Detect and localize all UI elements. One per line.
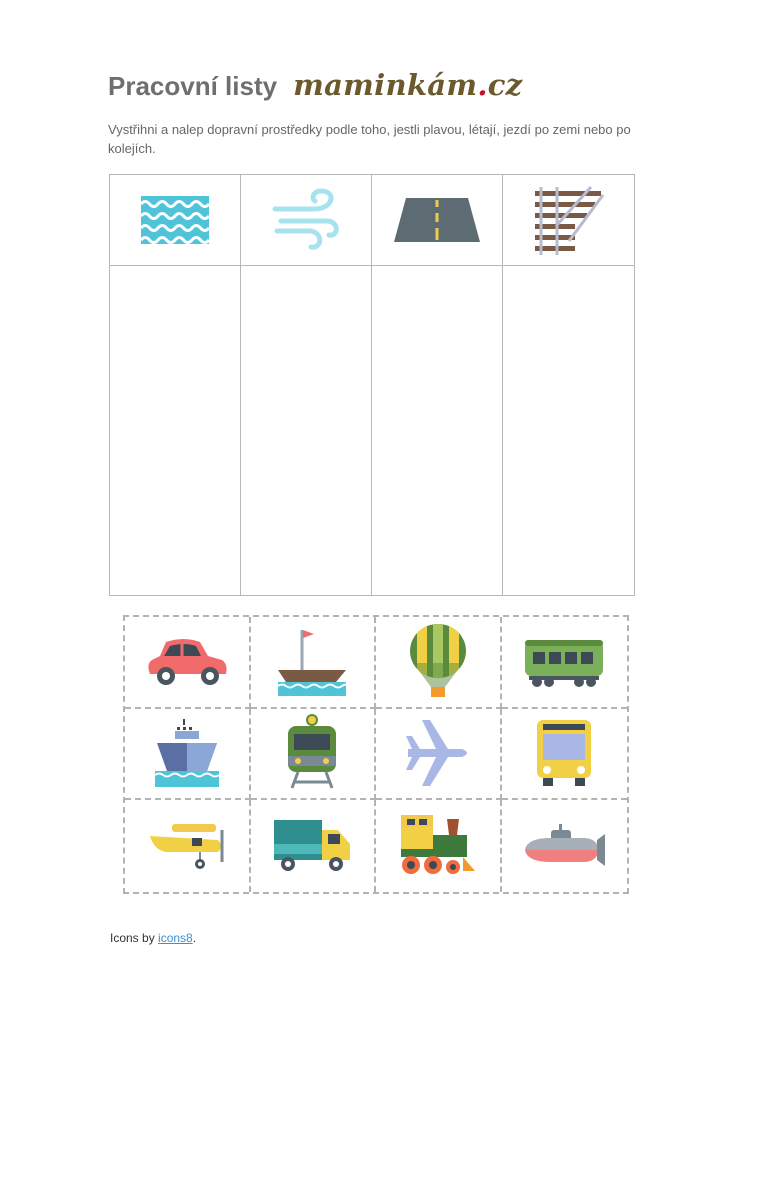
cutout-truck[interactable] bbox=[251, 800, 377, 892]
air-category-header bbox=[241, 175, 372, 266]
railway-tracks-icon bbox=[533, 185, 605, 255]
cutout-bus[interactable] bbox=[502, 709, 628, 801]
hot-air-balloon-icon bbox=[407, 623, 469, 701]
instructions-text: Vystřihni a nalep dopravní prostředky podle toho, jestli plavou, létají, jezdí po zemi nebo po kolejích. bbox=[108, 122, 631, 156]
cutout-submarine[interactable] bbox=[502, 800, 628, 892]
cutout-sailboat[interactable] bbox=[251, 617, 377, 709]
brand-logo bbox=[293, 68, 522, 102]
title-text: Pracovní listy bbox=[108, 71, 278, 101]
rail-column-dropzone[interactable] bbox=[503, 266, 634, 595]
sailboat-icon bbox=[276, 626, 348, 698]
wind-icon bbox=[271, 187, 341, 253]
credit-suffix: . bbox=[192, 931, 197, 945]
icons-credit bbox=[110, 931, 196, 945]
cutout-propeller-plane[interactable] bbox=[125, 800, 251, 892]
truck-icon bbox=[272, 814, 352, 878]
road-column-dropzone[interactable] bbox=[372, 266, 503, 595]
cutout-tram[interactable] bbox=[251, 709, 377, 801]
bus-icon bbox=[533, 716, 595, 790]
cutout-wagon[interactable] bbox=[502, 617, 628, 709]
cutout-locomotive[interactable] bbox=[376, 800, 502, 892]
propeller-plane-icon bbox=[146, 816, 228, 876]
tram-icon bbox=[282, 714, 342, 792]
road-category-header bbox=[372, 175, 503, 266]
air-column-dropzone[interactable] bbox=[241, 266, 372, 595]
sorting-table bbox=[109, 174, 635, 596]
car-icon bbox=[144, 634, 230, 690]
cutout-balloon[interactable] bbox=[376, 617, 502, 709]
water-category-header bbox=[110, 175, 241, 266]
road-icon bbox=[392, 195, 482, 245]
icons8-link[interactable]: icons8 bbox=[158, 931, 193, 945]
water-waves-icon bbox=[139, 192, 211, 248]
submarine-icon bbox=[521, 820, 607, 872]
ship-icon bbox=[151, 717, 223, 789]
rail-category-header bbox=[503, 175, 634, 266]
cutout-airplane[interactable] bbox=[376, 709, 502, 801]
page-title bbox=[108, 68, 522, 102]
brand-name: maminkám bbox=[293, 68, 478, 102]
cutout-car[interactable] bbox=[125, 617, 251, 709]
steam-locomotive-icon bbox=[397, 811, 479, 881]
cutout-grid bbox=[123, 615, 629, 894]
water-column-dropzone[interactable] bbox=[110, 266, 241, 595]
credit-prefix: Icons by bbox=[110, 931, 159, 945]
brand-dot: . bbox=[477, 68, 488, 102]
brand-tld: cz bbox=[487, 68, 523, 102]
train-wagon-icon bbox=[523, 632, 605, 692]
cutout-ship[interactable] bbox=[125, 709, 251, 801]
airplane-icon bbox=[402, 718, 474, 788]
